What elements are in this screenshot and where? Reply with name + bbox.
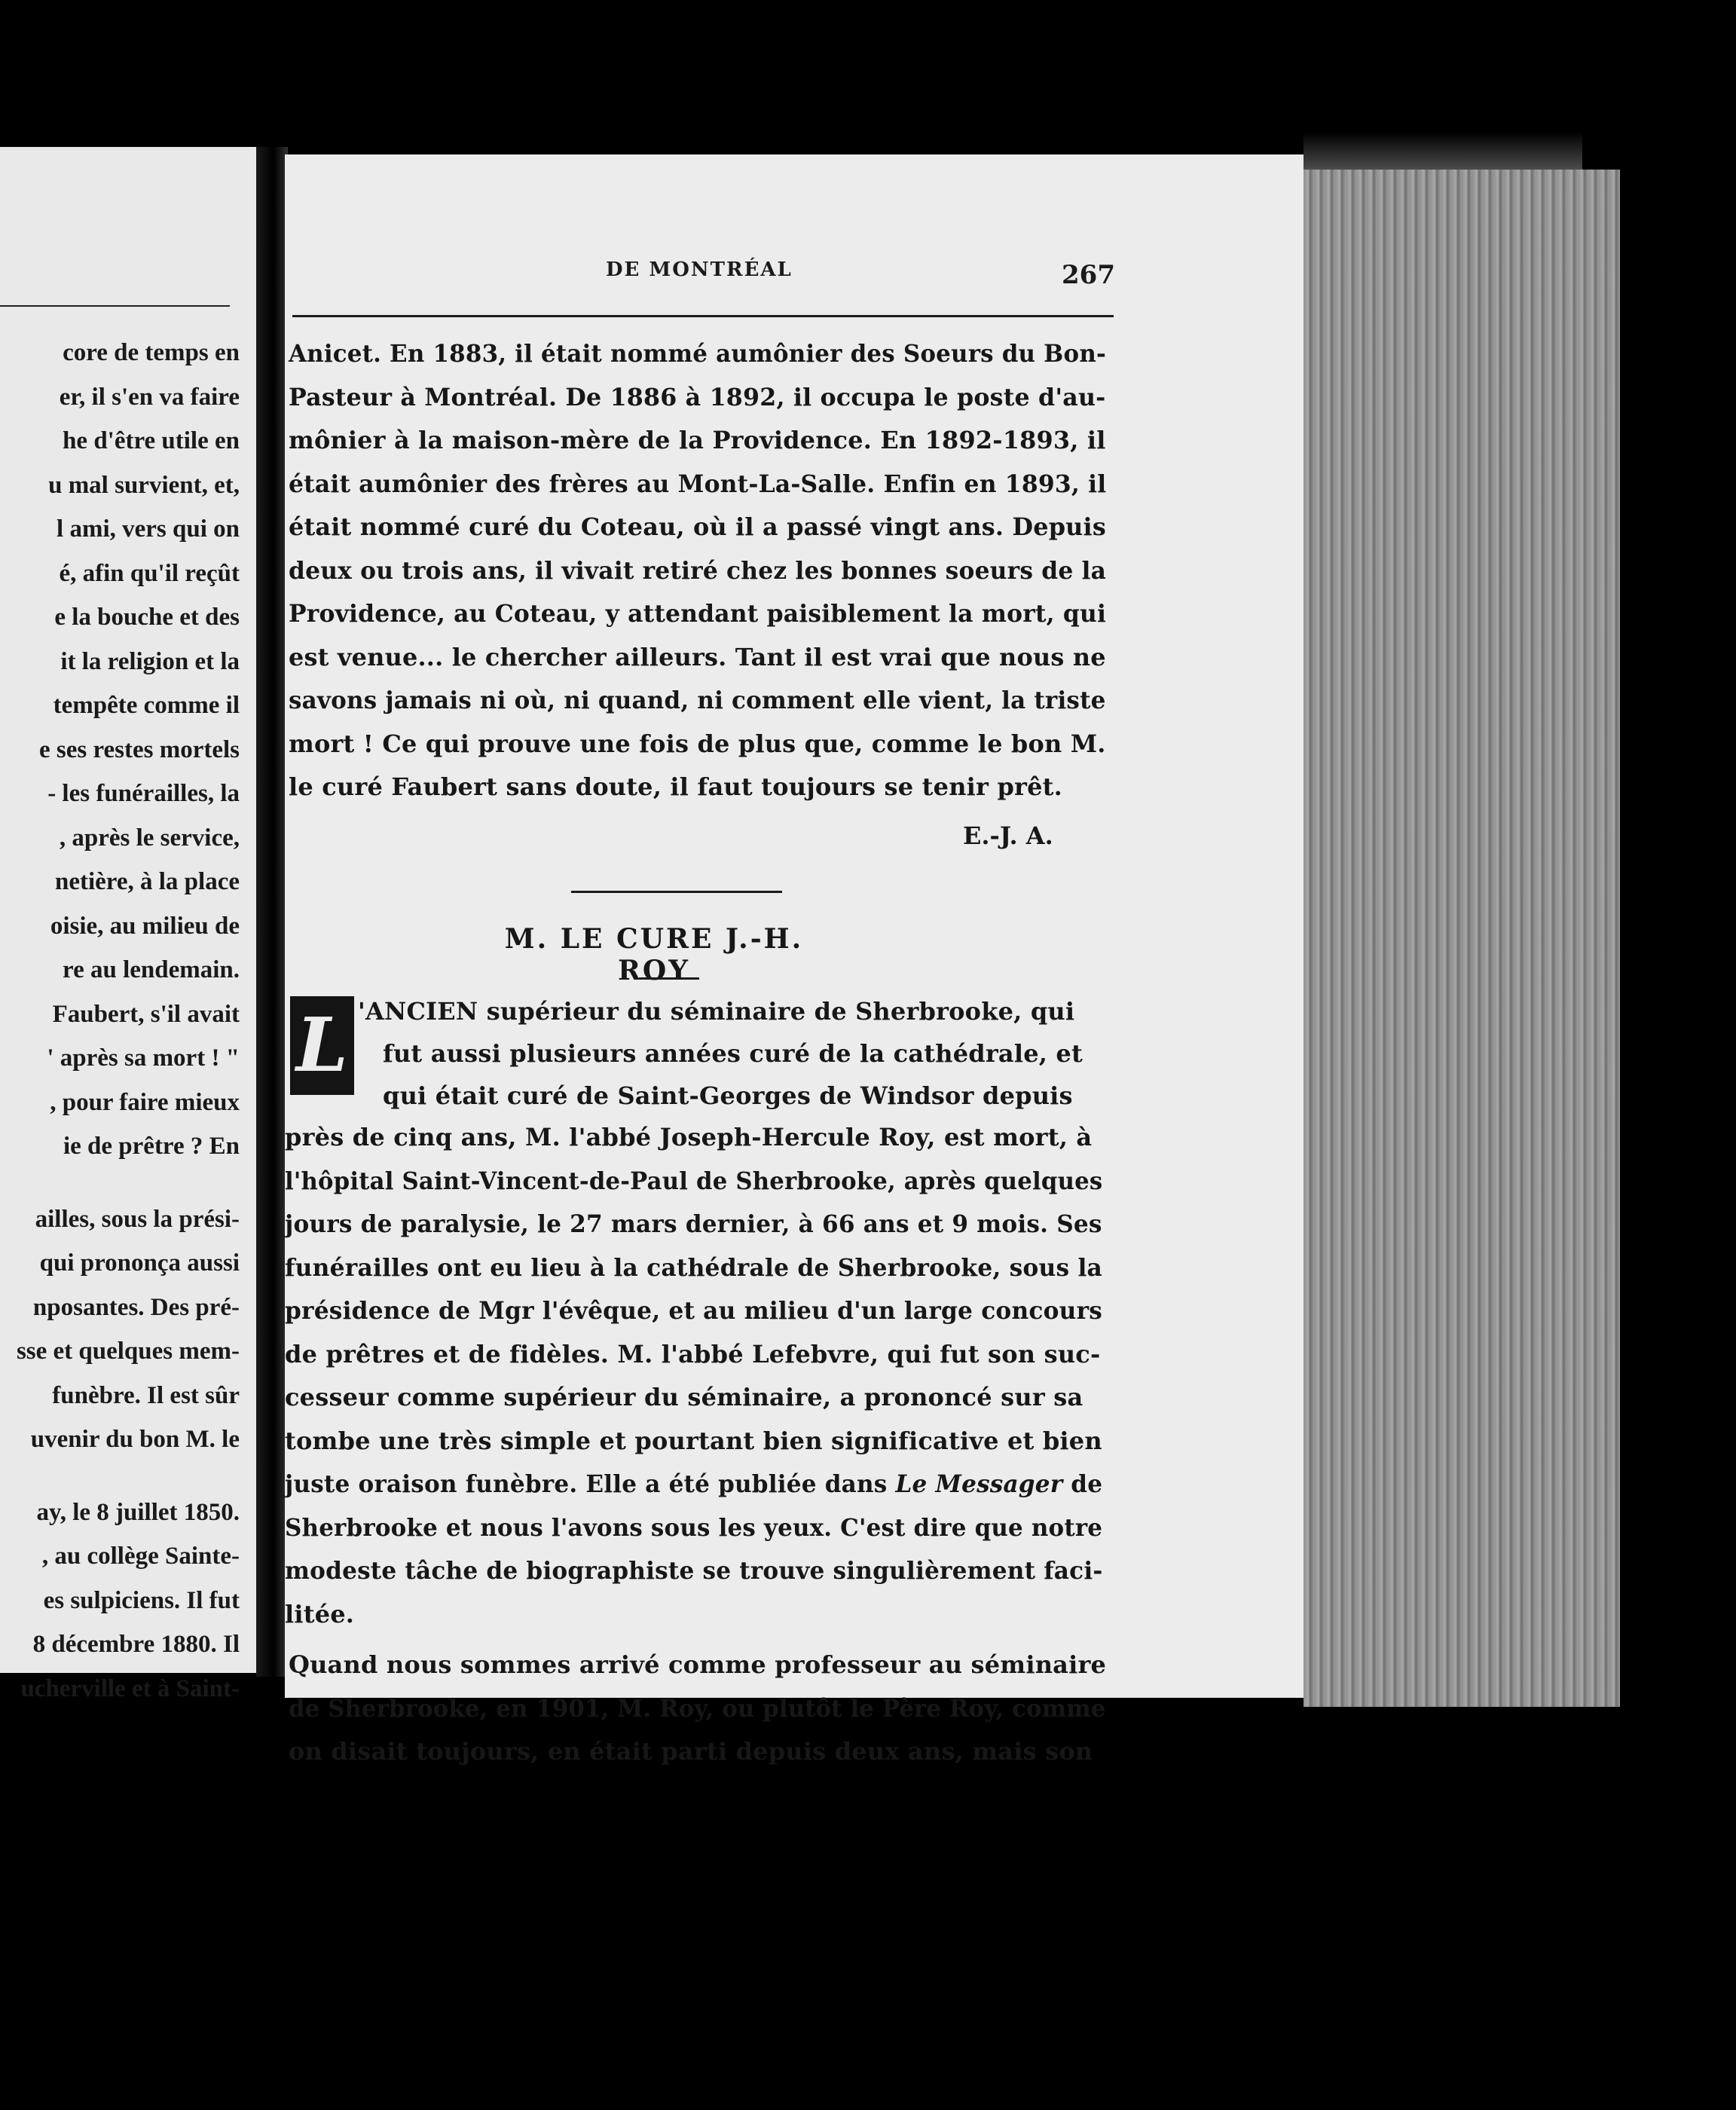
left-page-line: es sulpiciens. Il fut	[43, 1586, 240, 1614]
text-line: qui était curé de Saint-Georges de Windsor depuis	[383, 1081, 1073, 1110]
publication-title: Le Messager	[895, 1469, 1063, 1498]
preposition-text: de	[1062, 1469, 1103, 1498]
text-line: fut aussi plusieurs années curé de la cathédrale, et	[383, 1039, 1083, 1068]
text-line: funérailles ont eu lieu à la cathédrale de Sherbrooke, sous la	[285, 1252, 1103, 1282]
oraison-text: juste oraison funèbre. Elle a été publiée dans	[285, 1469, 896, 1498]
page-number: 267	[1062, 260, 1115, 290]
section-separator	[571, 891, 782, 893]
text-line: près de cinq ans, M. l'abbé Joseph-Hercule Roy, est mort, à	[285, 1123, 1093, 1151]
right-page	[285, 154, 1304, 1766]
left-page-line: , au collège Sainte-	[41, 1543, 240, 1570]
text-line: modeste tâche de biographiste se trouve singulièrement faci-	[285, 1556, 1103, 1585]
text-line: Pasteur à Montréal. De 1886 à 1892, il occupa le poste d'au-	[289, 382, 1106, 411]
left-page-line: nposantes. Des pré-	[32, 1293, 240, 1321]
text-line: on disait toujours, en était parti depuis deux ans, mais son	[289, 1737, 1093, 1766]
left-page-line: sse et quelques mem-	[16, 1338, 240, 1365]
left-page-line: re au lendemain.	[63, 956, 240, 983]
left-page-line: u mal survient, et,	[48, 471, 240, 499]
left-page-line: 8 décembre 1880. Il	[32, 1631, 240, 1658]
left-page-line: he d'être utile en	[63, 427, 240, 454]
running-title: DE MONTRÉAL	[606, 258, 793, 281]
text-line: était nommé curé du Coteau, où il a passé vingt ans. Depuis	[289, 512, 1106, 541]
header-rule	[292, 315, 1114, 317]
text-line: litée.	[285, 1599, 355, 1628]
book-gutter	[256, 147, 288, 1677]
dropcap-initial: L	[290, 996, 354, 1095]
left-page-line: - les funérailles, la	[47, 780, 240, 807]
left-page-line: ' après sa mort ! "	[47, 1044, 240, 1072]
text-line: était aumônier des frères au Mont-La-Salle. Enfin en 1893, il	[289, 469, 1107, 498]
text-line: Quand nous sommes arrivé comme professeur au séminaire	[289, 1650, 1107, 1679]
left-page-line: oisie, au milieu de	[50, 912, 240, 940]
left-header-rule	[0, 305, 230, 307]
text-line: l'hôpital Saint-Vincent-de-Paul de Sherbrooke, après quelques	[285, 1166, 1103, 1195]
text-line: Providence, au Coteau, y attendant paisiblement la mort, qui	[289, 599, 1107, 628]
text-line: deux ou trois ans, il vivait retiré chez les bonnes soeurs de la	[289, 555, 1107, 585]
text-line: 'ANCIEN supérieur du séminaire de Sherbrooke, qui	[358, 997, 1075, 1026]
left-page-line: qui prononça aussi	[39, 1249, 240, 1277]
text-line: de prêtres et de fidèles. M. l'abbé Lefebvre, qui fut son suc-	[285, 1339, 1101, 1368]
left-page-line: e la bouche et des	[54, 604, 240, 631]
text-line: tombe une très simple et pourtant bien significative et bien	[285, 1426, 1102, 1455]
text-line: mort ! Ce qui prouve une fois de plus que, comme le bon M.	[289, 729, 1106, 758]
left-page-line: funèbre. Il est sûr	[52, 1381, 240, 1409]
text-line: savons jamais ni où, ni quand, ni comment elle vient, la triste	[289, 686, 1106, 714]
left-page-line: ie de prêtre ? En	[63, 1133, 240, 1160]
left-page-line: uvenir du bon M. le	[30, 1426, 240, 1453]
left-page-line: it la religion et la	[60, 647, 240, 675]
left-page-line: , après le service,	[59, 824, 240, 852]
text-line: jours de paralysie, le 27 mars dernier, à 66 ans et 9 mois. Ses	[285, 1209, 1102, 1238]
left-page-line: netière, à la place	[55, 868, 240, 895]
left-page-line: , pour faire mieux	[50, 1088, 240, 1116]
left-page-line: é, afin qu'il reçût	[59, 559, 240, 587]
left-page-line: core de temps en	[63, 339, 240, 366]
text-line: est venue... le chercher ailleurs. Tant il est vrai que nous ne	[289, 642, 1106, 671]
left-page-line: ailles, sous la prési-	[35, 1205, 240, 1233]
left-page-line: l ami, vers qui on	[57, 515, 240, 543]
left-page	[0, 147, 256, 1702]
text-line: de Sherbrooke, en 1901, M. Roy, ou plutôt le Père Roy, comme	[289, 1693, 1106, 1723]
section-title: M. LE CURE J.-H. ROY	[504, 923, 804, 986]
left-page-line: Faubert, s'il avait	[52, 1000, 240, 1028]
left-page-line: tempête comme il	[53, 692, 240, 719]
left-page-line: e ses restes mortels	[38, 735, 240, 763]
text-line: présidence de Mgr l'évêque, et au milieu d'un large concours	[285, 1296, 1103, 1325]
text-line: mônier à la maison-mère de la Providence. En 1892-1893, il	[289, 426, 1106, 454]
left-page-line: ucherville et à Saint-	[20, 1674, 240, 1702]
page-edges	[1304, 170, 1620, 1707]
text-line	[285, 1469, 1102, 1498]
text-line: cesseur comme supérieur du séminaire, a prononcé sur sa	[285, 1383, 1083, 1411]
text-line: Anicet. En 1883, il était nommé aumônier des Soeurs du Bon-	[289, 339, 1107, 368]
left-page-line: ay, le 8 juillet 1850.	[36, 1498, 240, 1526]
text-line: le curé Faubert sans doute, il faut toujours se tenir prêt.	[289, 772, 1062, 801]
title-underline	[639, 977, 699, 980]
left-page-line: er, il s'en va faire	[59, 383, 240, 411]
text-line: Sherbrooke et nous l'avons sous les yeux. C'est dire que notre	[285, 1512, 1103, 1542]
author-signature: E.-J. A.	[963, 821, 1053, 850]
